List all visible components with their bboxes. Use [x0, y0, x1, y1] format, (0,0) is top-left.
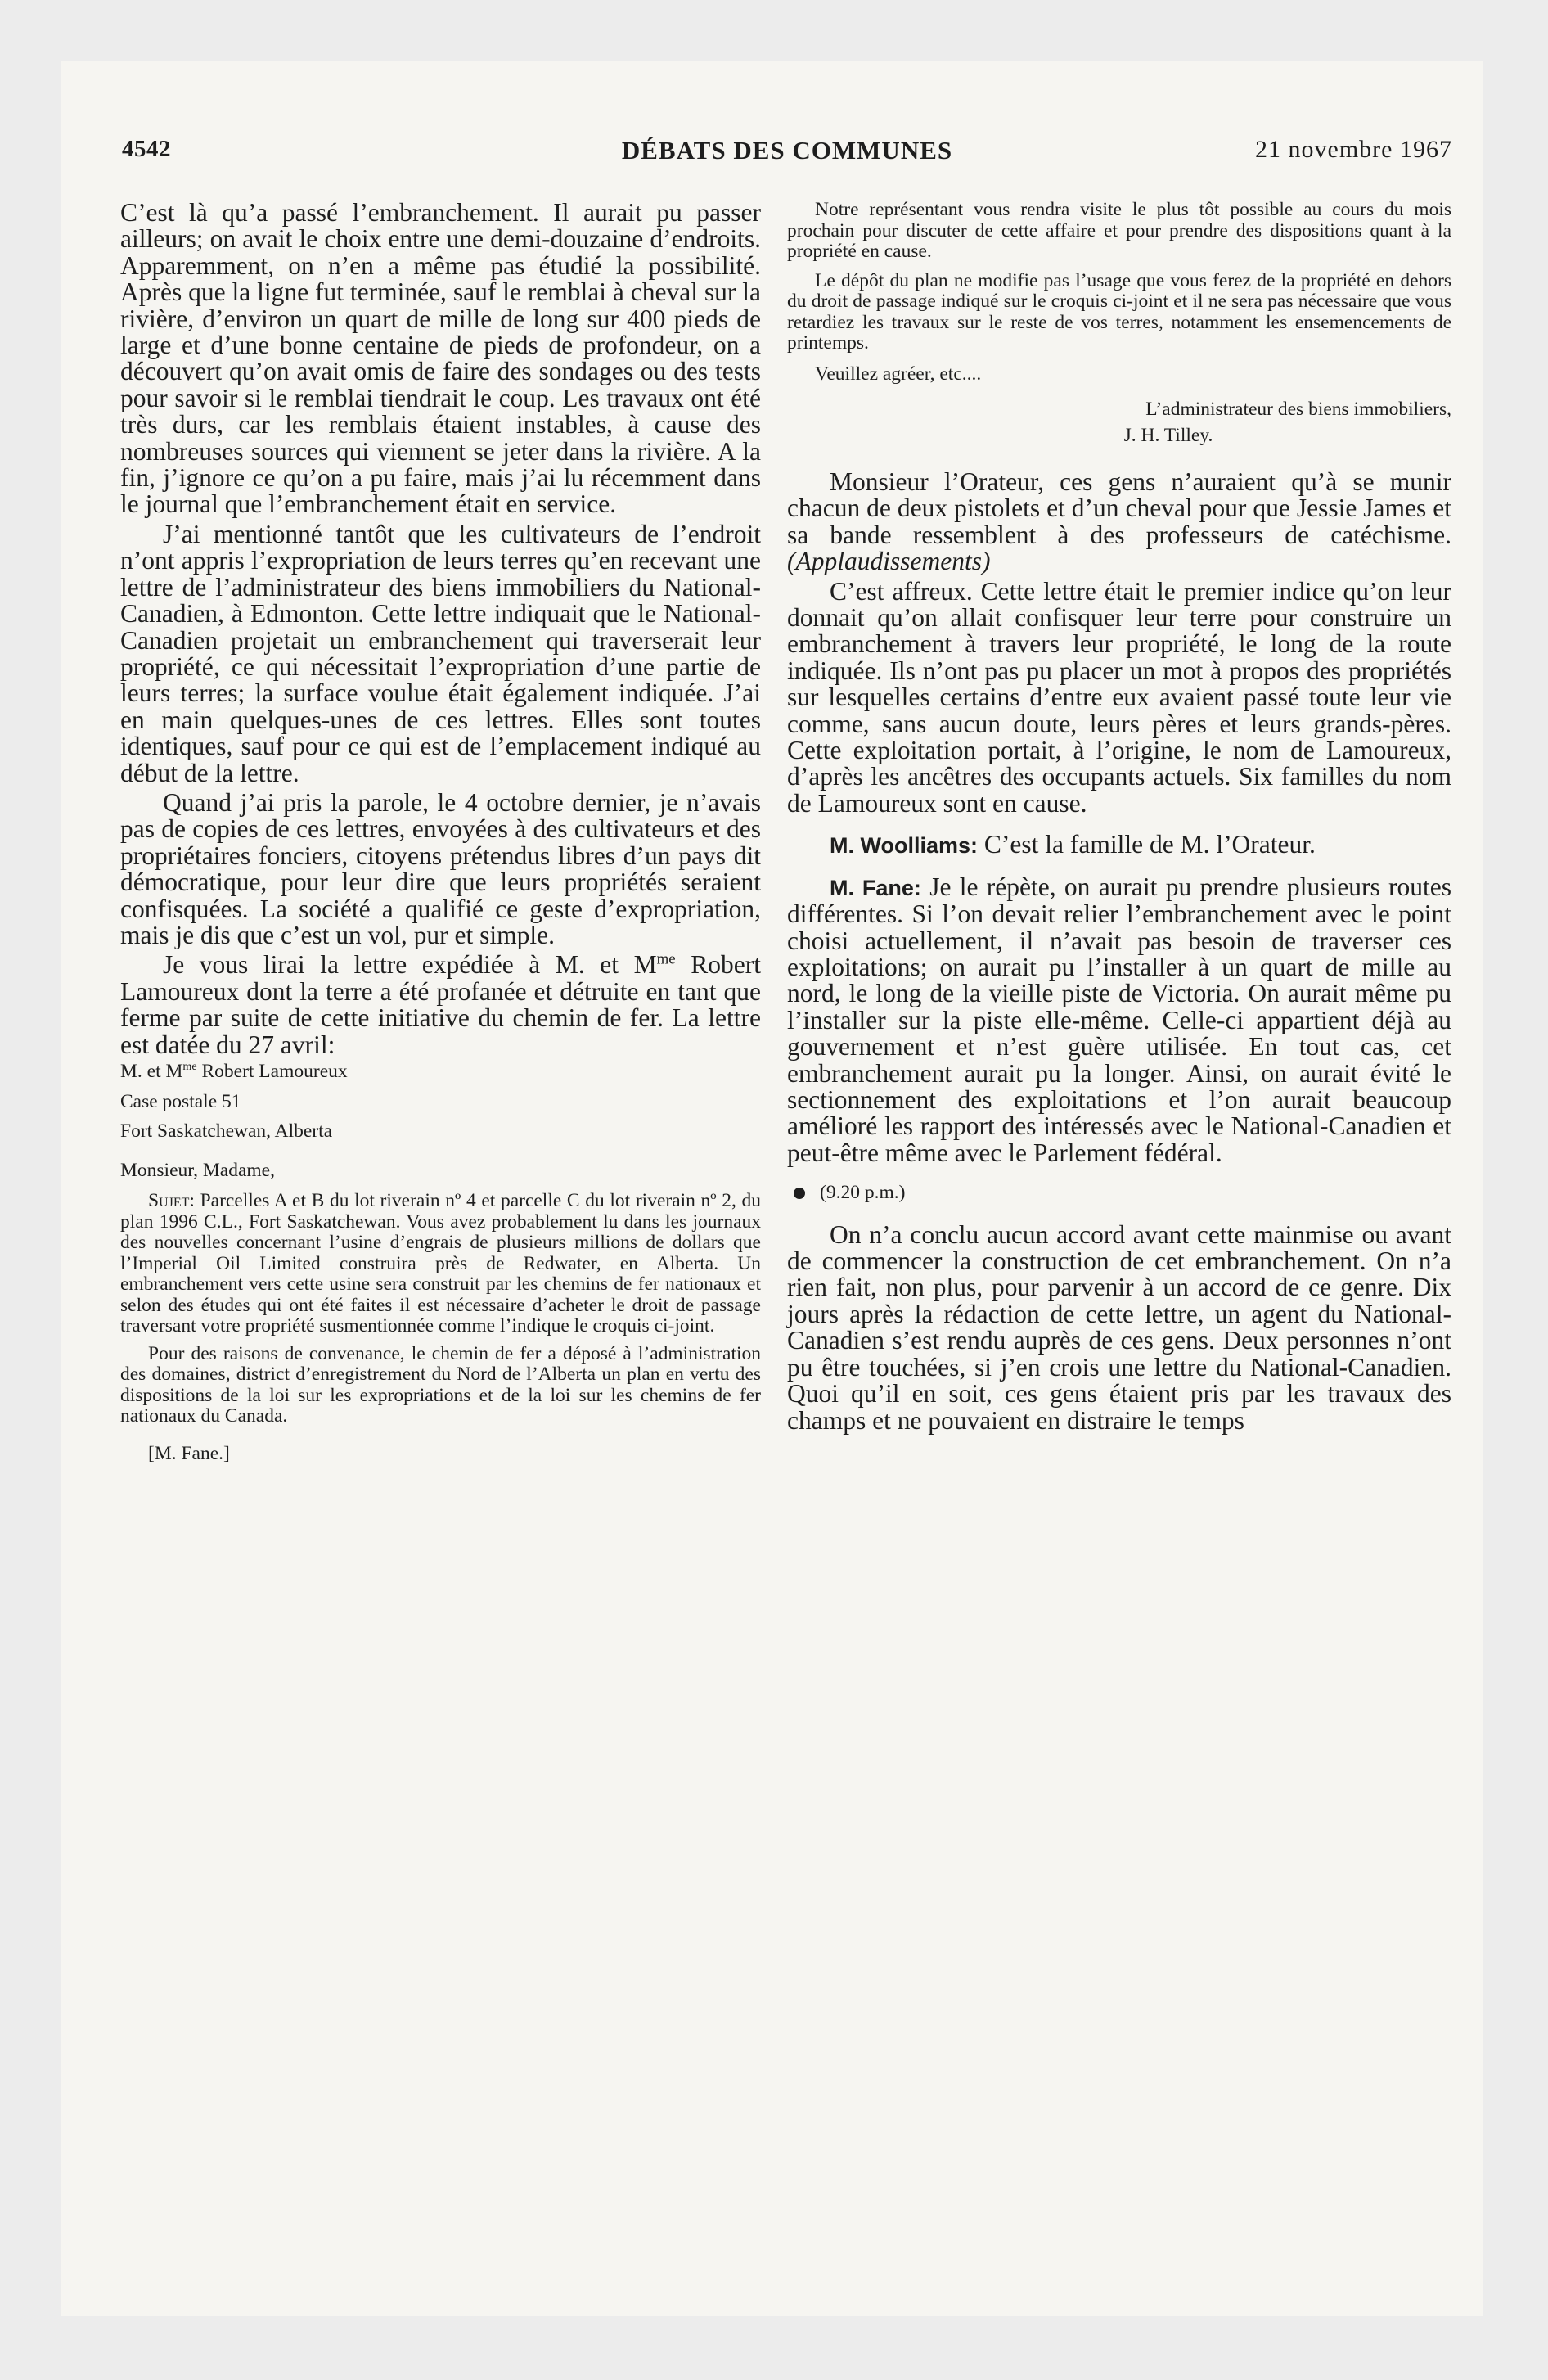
address-line-1: M. et $M^{me}$ Robert Lamoureux [120, 1060, 348, 1082]
address-line-2: Case postale 51 [120, 1090, 241, 1112]
right-column [787, 200, 1451, 1437]
time-mark: (9.20 p.m.) [787, 1183, 1451, 1204]
letter-address [120, 1062, 761, 1181]
right-paragraph-1: Monsieur l’Orateur, ces gens n’auraient qu’à se munir chacun de deux pistolets et d’un cheval pour que Jessie James et sa bande ressemblent à des professeurs de catéchisme. (Applaudissements) [787, 467, 1451, 576]
page-header [122, 136, 1452, 169]
speaker-fane: M. Fane: Je le répète, on aurait pu prendre plusieurs routes différentes. Si l’on devait relier l’embranchement avec le point choisi actuellement, il n’avait pas besoin de traverser ces exploitations; on aurait pu l’installer à un quart de mille au nord, le long de la vieille piste de Victoria. On aurait même pu l’installer sur la piste elle-même. Celle-ci appartient déjà au gouvernement et n’est guère utilisée. En tout cas, cet embranchement aurait pu la longer. Ainsi, on aurait évité le sectionnement des exploitations et l’on aurait beaucoup amélioré les rapport des intéressés avec le National-Canadien et peut-être même avec le Parlement fédéral. [787, 872, 1451, 1167]
left-paragraph-4: Je vous lirai la lettre expédiée à M. et $M^{me}$ Robert Lamoureux dont la terre a été profanée et détruite en tant que ferme par suite de cette initiative du chemin de fer. La lettre est datée du 27 avril: [120, 950, 762, 1059]
speaker-name-woolliams: M. Woolliams: [830, 833, 979, 859]
letter-subject: Sujet: Parcelles A et B du lot riverain nº 4 et parcelle C du lot riverain nº 2, du plan 1996 C.L., Fort Saskatchewan. Vous avez probablement lu dans les journaux des nouvelles concernant l’usine d’engrais de plusieurs millions de dollars que l’Imperial Oil Limited construira près de Redwater, en Alberta. Un embranchement vers cette usine sera construit par les chemins de fer nationaux et selon des études qui ont été faites il est nécessaire d’acheter le droit de passage traversant votre propriété susmentionnée comme l’indique le croquis ci-joint. [120, 1190, 761, 1336]
letter-paragraph-2: Pour des raisons de convenance, le chemin de fer a déposé à l’administration des domaines, district d’enregistrement du Nord de l’Alberta un plan en vertu des dispositions de la loi sur les expropriations et de la loi sur les chemins de fer nationaux du Canada. [120, 1342, 761, 1427]
speaker-woolliams: M. Woolliams: C’est la famille de M. l’Orateur. [830, 830, 1316, 859]
subject-label: Sujet: [148, 1190, 195, 1211]
left-paragraph-3: Quand j’ai pris la parole, le 4 octobre dernier, je n’avais pas de copies de ces lettres, envoyées à des cultivateurs et des propriétaires fonciers, citoyens prétendus libres d’un pays dit démocratique, pour leur dire que leurs propriétés seraient confisquées. La société a qualifié ce geste d’expropriation, mais je dis que c’est un vol, pur et simple. [120, 787, 761, 949]
right-paragraph-2: C’est affreux. Cette lettre était le premier indice qu’on leur donnait qu’on allait confisquer leur terre pour construire un embranchement à travers leur propriété, le long de la route indiquée. Ils n’ont pas pu placer un mot à propos des propriétés sur lesquelles certains d’entre eux avaient passé toute leur vie comme, sans aucun doute, leurs pères et leurs grands-pères. Cette exploitation portait, à l’origine, le nom de Lamoureux, d’après les ancêtres des occupants actuels. Six familles du nom de Lamoureux sont en cause. [787, 576, 1451, 818]
page-number: 4542 [122, 136, 171, 162]
speaker-name-fane: M. Fane: [830, 875, 921, 900]
letter-paragraph-3: Notre représentant vous rendra visite le plus tôt possible au cours du mois prochain pour discuter de cette affaire et pour prendre des dispositions quant à la propriété en cause. [787, 199, 1451, 262]
left-column [120, 200, 761, 1464]
address-line-3: Fort Saskatchewan, Alberta [120, 1120, 333, 1142]
right-paragraph-3: On n’a conclu aucun accord avant cette mainmise ou avant de commencer la construction de cet embranchement. On n’a rien fait, non plus, pour parvenir à un accord de ce genre. Dix jours après la rédaction de cette lettre, un agent du National-Canadien s’est rendu auprès de ces gens. Deux personnes n’ont pu être touchées, si j’en crois une lettre du National-Canadien. Quoi qu’il en soit, ces gens étaient pris par les travaux des champs et ne pouvaient en distraire le temps [787, 1219, 1451, 1435]
left-paragraph-1: C’est là qu’a passé l’embranchement. Il aurait pu passer ailleurs; on avait le choix entre une demi-douzaine d’endroits. Apparemment, on n’en a même pas étudié la possibilité. Après que la ligne fut terminée, sauf le remblai à cheval sur la rivière, d’environ un quart de mille de long sur 400 pieds de large et d’une bonne centaine de pieds de profondeur, on a découvert qu’on avait omis de faire des sondages ou des tests pour savoir si le remblai tiendrait le coup. Les travaux ont été très durs, car les remblais étaient instables, à cause des nombreuses sources qui viennent se jeter dans la rivière. A la fin, j’ignore ce qu’on a pu faire, mais j’ai lu récemment dans le journal que l’embranchement était en service. [120, 198, 761, 519]
page-date: 21 novembre 1967 [1255, 136, 1452, 163]
letter-salutation: Monsieur, Madame, [120, 1159, 275, 1181]
signature-name: J. H. Tilley. [1123, 424, 1213, 446]
left-paragraph-2: J’ai mentionné tantôt que les cultivateurs de l’endroit n’ont appris l’expropriation de leurs terres qu’en recevant une lettre de l’administrateur des biens immobiliers du National-Canadien, à Edmonton. Cette lettre indiquait que le National-Canadien projetait un embranchement qui traverserait leur propriété, ce qui nécessitait l’expropriation d’une partie de leurs terres; la surface voulue était également indiquée. J’ai en main quelques-unes de ces lettres. Elles sont toutes identiques, sauf pour ce qui est de l’emplacement indiqué au début de la lettre. [120, 519, 761, 787]
speaker-footer: [M. Fane.] [148, 1442, 230, 1464]
signature-title: L’administrateur des biens immobiliers, [1145, 399, 1451, 420]
page-title: DÉBATS DES COMMUNES [621, 136, 953, 165]
letter-closing: Veuillez agréer, etc.... [815, 363, 982, 385]
bullet-icon [794, 1188, 805, 1199]
letter-paragraph-4: Le dépôt du plan ne modifie pas l’usage que vous ferez de la propriété en dehors du droit de passage indiqué sur le croquis ci-joint et il ne sera pas nécessaire que vous retardiez les travaux sur le reste de vos terres, notamment les ensemencements de printemps. [787, 269, 1451, 354]
